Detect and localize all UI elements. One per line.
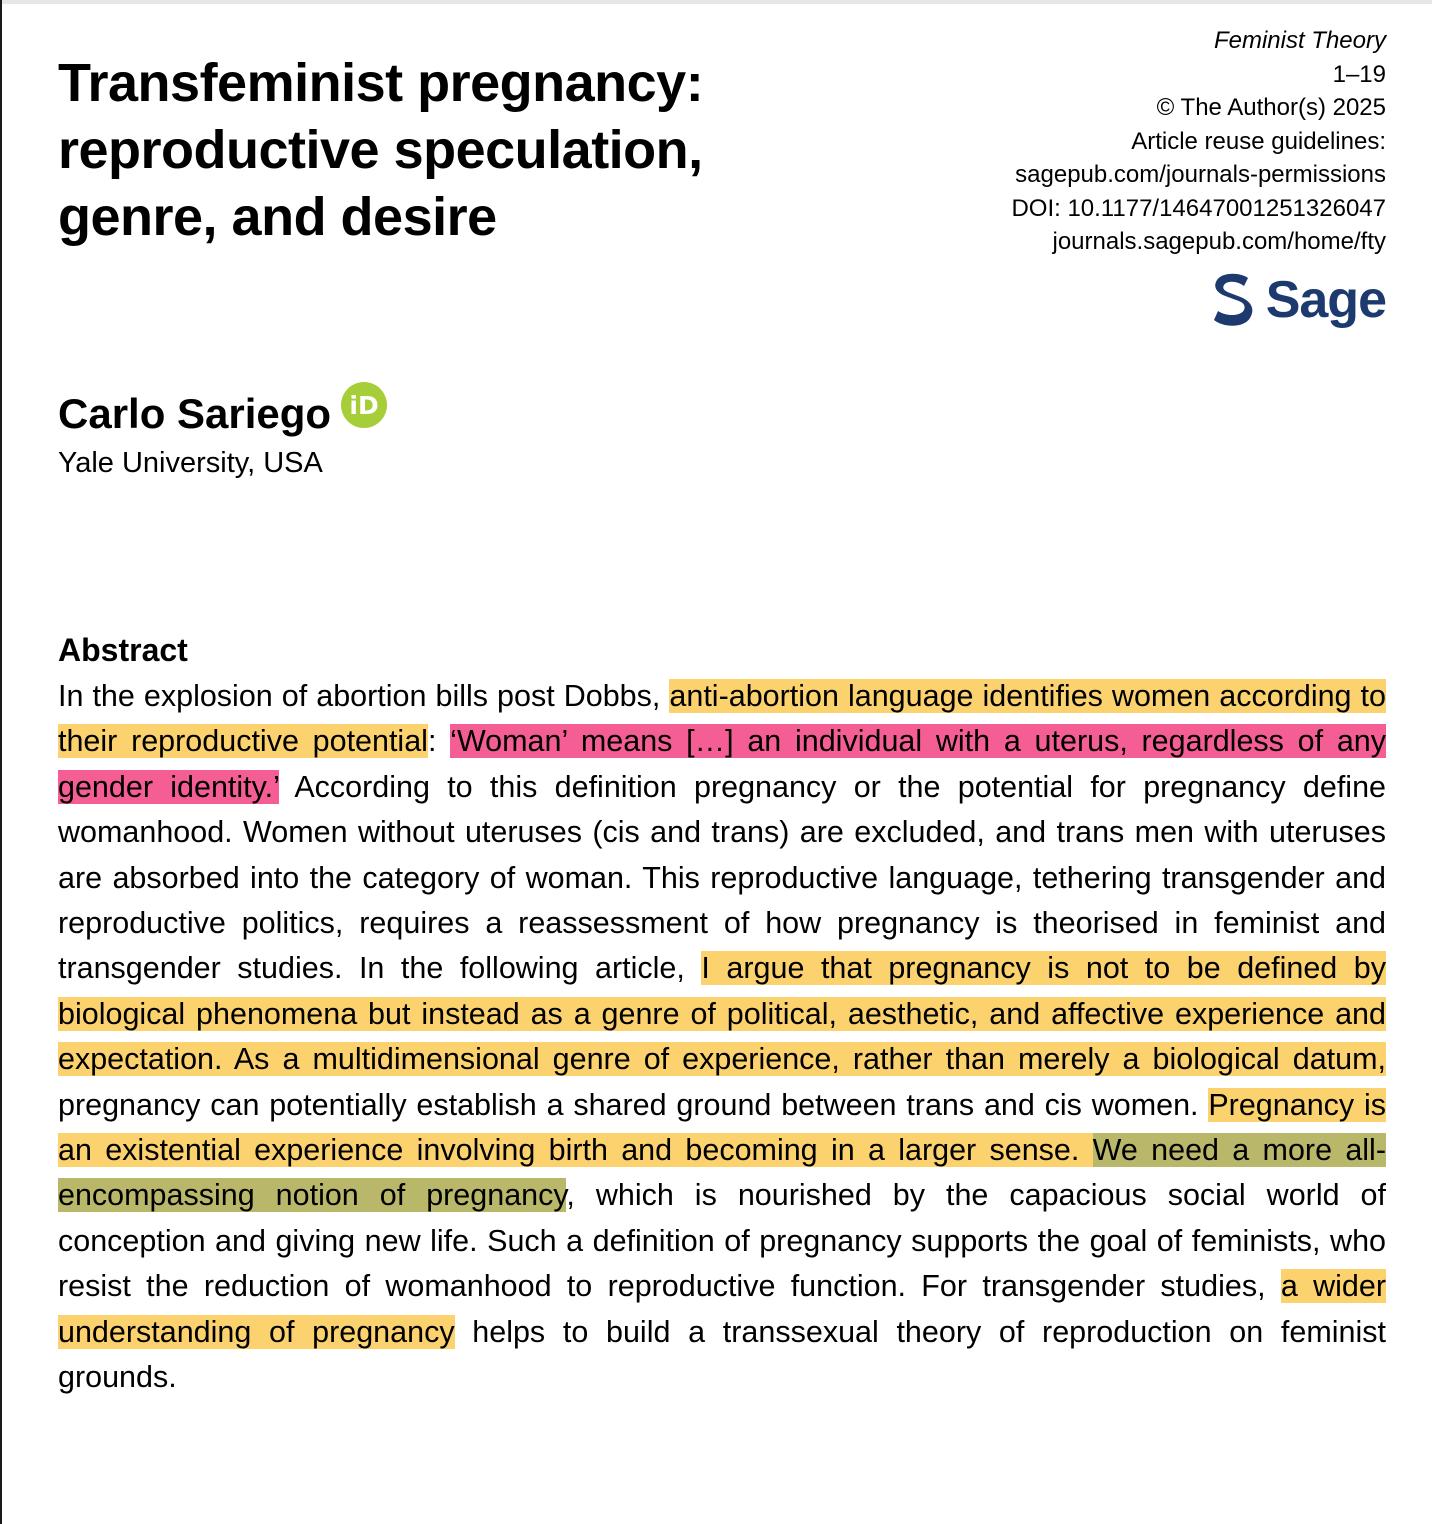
author-name: Carlo Sariego bbox=[58, 390, 332, 437]
publisher-name: Sage bbox=[1265, 271, 1386, 329]
author-block bbox=[58, 388, 387, 440]
permissions-link[interactable]: sagepub.com/journals-permissions bbox=[1015, 161, 1386, 188]
highlighted-text-yellow: I argue that pregnancy is not to be defined by biological phenomena but instead as a genre of political, aesthetic, and affective experience and expectation. As a multidimensional genre of experience, rather than merely a biological datum, bbox=[58, 951, 1386, 1077]
page-top-edge bbox=[0, 0, 1432, 4]
abstract-text: In the explosion of abortion bills post Dobbs, bbox=[58, 679, 670, 713]
orcid-icon[interactable]: iD bbox=[341, 382, 387, 428]
abstract-text: helps to build a transsexual theory of reproduction on feminist grounds. bbox=[58, 1314, 1386, 1395]
reuse-guidelines-label: Article reuse guidelines: bbox=[1131, 127, 1386, 155]
abstract-text: , which is nourished by the capacious social world of conception and giving new life. Such a definition of pregnancy supports the goal of feminists, who resist the reduction of womanhood to reproductive function. For transgender studies, bbox=[58, 1178, 1386, 1304]
highlighted-text-yellow: a wider understanding of pregnancy bbox=[58, 1269, 1386, 1349]
highlighted-text-yellow: anti-abortion language identifies women according to their reproductive potential bbox=[58, 679, 1386, 759]
doi[interactable]: DOI: 10.1177/14647001251326047 bbox=[1011, 194, 1386, 222]
page-range: 1–19 bbox=[1332, 60, 1386, 88]
journal-homepage-link[interactable]: journals.sagepub.com/home/fty bbox=[1052, 228, 1386, 255]
highlighted-text-olive: We need a more all-encompassing notion of pregnancy bbox=[58, 1133, 1386, 1213]
abstract-text: pregnancy can potentially establish a shared ground between trans and cis women. bbox=[58, 1087, 1209, 1122]
sage-s-logo-icon bbox=[1210, 270, 1254, 330]
abstract-body bbox=[58, 674, 1386, 1401]
abstract-text: According to this definition pregnancy or the potential for pregnancy define womanhood. Women without uteruses (cis and trans) are excluded, and trans men with uteruses are absorbed into the category of woman. This reproductive language, tethering transgender and reproductive politics, requires a reassessment of how pregnancy is theorised in feminist and transgender studies. In the following article, bbox=[58, 769, 1386, 986]
highlighted-text-pink: ‘Woman’ means […] an individual with a uterus, regardless of any gender identity.’ bbox=[58, 724, 1387, 804]
copyright-notice: © The Author(s) 2025 bbox=[1156, 94, 1386, 121]
publisher-logo bbox=[1210, 268, 1386, 332]
journal-name: Feminist Theory bbox=[1213, 27, 1386, 54]
journal-metadata bbox=[866, 24, 1386, 259]
page-left-edge bbox=[0, 0, 2, 1524]
abstract-text: : bbox=[427, 724, 451, 759]
abstract-heading: Abstract bbox=[58, 632, 188, 668]
article-title: Transfeminist pregnancy: reproductive speculation, genre, and desire bbox=[58, 53, 704, 247]
author-affiliation: Yale University, USA bbox=[58, 447, 323, 479]
highlighted-text-yellow: Pregnancy is an existential experience involving birth and becoming in a larger sense. bbox=[58, 1087, 1386, 1168]
